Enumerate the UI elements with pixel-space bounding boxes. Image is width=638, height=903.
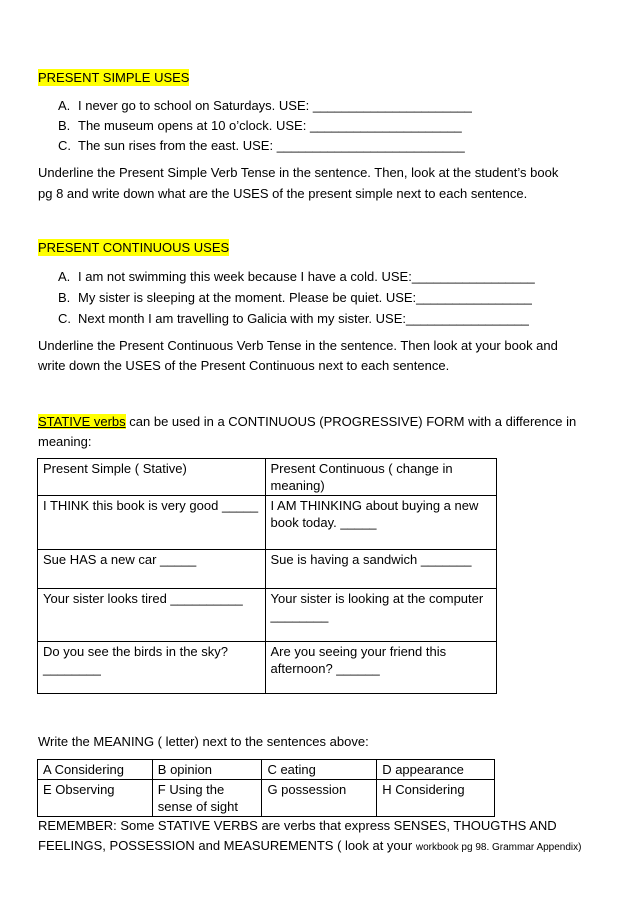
stative-verbs-intro xyxy=(38,413,576,430)
table-header-row xyxy=(38,459,497,496)
remember-note: REMEMBER: Some STATIVE VERBS are verbs that express SENSES, THOUGTHS AND xyxy=(38,818,557,833)
instruction-text: Underline the Present Continuous Verb Tense in the sentence. Then look at your book and xyxy=(38,338,558,353)
meaning-instruction: Write the MEANING ( letter) next to the sentences above: xyxy=(38,734,369,749)
remember-note-line2 xyxy=(38,837,581,856)
list-item-marker: A. xyxy=(58,269,71,284)
table-cell: Your sister is looking at the computer ________ xyxy=(265,589,496,642)
stative-verbs-intro-text: can be used in a CONTINUOUS (PROGRESSIVE) FORM with a difference in xyxy=(125,414,577,429)
meaning-cell: G possession xyxy=(262,780,377,817)
meaning-cell: A Considering xyxy=(38,760,153,780)
table-cell: Sue HAS a new car _____ xyxy=(38,550,266,589)
meaning-cell: D appearance xyxy=(377,760,495,780)
table-row xyxy=(38,780,495,817)
meaning-cell: F Using the sense of sight xyxy=(152,780,262,817)
instruction-text: write down the USES of the Present Continuous next to each sentence. xyxy=(38,358,450,373)
table-header-cell: Present Simple ( Stative) xyxy=(38,459,266,496)
table-row xyxy=(38,642,497,694)
list-item: The sun rises from the east. USE: __________________________ xyxy=(78,138,465,153)
list-item: Next month I am travelling to Galicia with my sister. USE:_________________ xyxy=(78,311,529,326)
table-cell: Your sister looks tired __________ xyxy=(38,589,266,642)
list-item: I never go to school on Saturdays. USE: ______________________ xyxy=(78,98,472,113)
present-continuous-heading: PRESENT CONTINUOUS USES xyxy=(38,240,230,255)
table-cell: Are you seeing your friend this afternoon? ______ xyxy=(265,642,496,694)
table-cell: Sue is having a sandwich _______ xyxy=(265,550,496,589)
table-cell: Do you see the birds in the sky? ________ xyxy=(38,642,266,694)
stative-verbs-table xyxy=(37,458,497,694)
list-item-marker: B. xyxy=(58,290,71,305)
remember-note-text: FEELINGS, POSSESSION and MEASUREMENTS ( look at your xyxy=(38,838,416,853)
list-item-marker: B. xyxy=(58,118,71,133)
list-item: My sister is sleeping at the moment. Please be quiet. USE:________________ xyxy=(78,290,532,305)
list-item: The museum opens at 10 o’clock. USE: _____________________ xyxy=(78,118,462,133)
table-cell: I AM THINKING about buying a new book today. _____ xyxy=(265,496,496,550)
meaning-cell: E Observing xyxy=(38,780,153,817)
table-row xyxy=(38,589,497,642)
present-simple-heading: PRESENT SIMPLE USES xyxy=(38,70,190,85)
stative-verbs-highlight: STATIVE verbs xyxy=(38,414,126,429)
meanings-table xyxy=(37,759,495,817)
table-header-cell: Present Continuous ( change in meaning) xyxy=(265,459,496,496)
meaning-cell: B opinion xyxy=(152,760,262,780)
table-row xyxy=(38,496,497,550)
instruction-text: Underline the Present Simple Verb Tense in the sentence. Then, look at the student’s book xyxy=(38,165,559,180)
list-item-marker: C. xyxy=(58,311,71,326)
table-row xyxy=(38,760,495,780)
meaning-cell: H Considering xyxy=(377,780,495,817)
table-row xyxy=(38,550,497,589)
remember-note-small: workbook pg 98. Grammar Appendix) xyxy=(415,842,582,853)
table-cell: I THINK this book is very good _____ xyxy=(38,496,266,550)
list-item-marker: A. xyxy=(58,98,71,113)
meaning-cell: C eating xyxy=(262,760,377,780)
list-item: I am not swimming this week because I have a cold. USE:_________________ xyxy=(78,269,535,284)
stative-verbs-intro-line2: meaning: xyxy=(38,434,92,449)
list-item-marker: C. xyxy=(58,138,71,153)
instruction-text: pg 8 and write down what are the USES of the present simple next to each sentence. xyxy=(38,186,528,201)
